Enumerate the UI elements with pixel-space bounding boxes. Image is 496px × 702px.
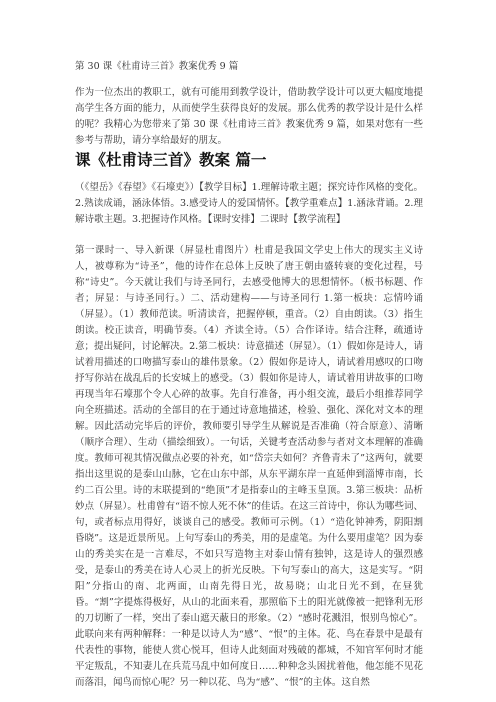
lesson-body-paragraph: 第一课时一、导入新课（屏显杜甫图片）杜甫是我国文学史上伟大的现实主义诗人，被尊称为“诗圣”，他的诗作在总体上反映了唐王朝由盛转衰的变化过程，号称“诗史”。今天就让我们与诗圣同行，去感受他博大的思想情怀。（板书标题、作者；屏显：与诗圣同行。）二、活动建构——与诗圣同行 1.第一板块：忘情吟诵（屏显）。（1）教师范读。听清读音，把握停顿，重音。（2）自由朗读。（3）指生朗读。校正读音，明确节奏。（4）齐读全诗。（5）合作译诗。结合注释，疏通诗意；提出疑问，讨论解决。2.第二板块：诗意描述（屏显）。（1）假如你是诗人，请试着用描述的口吻描写泰山的雄伟景象。（2）假如你是诗人，请试着用感叹的口吻抒写你站在战乱后的长安城上的感受。（3）假如你是诗人，请试着用讲故事的口吻再现当年石壕那个令人心碎的故事。先自行准备，再小组交流，最后小组推荐同学向全班描述。活动的全部目的在于通过诗意地描述，检验、强化、深化对文本的理解。因此活动完毕后的评价，教师要引导学生从解说是否准确（符合原意）、清晰（顺序合理）、生动（描绘细致）。一句话，关键考查活动参与者对文本理解的准确度。教师可视其情况做点必要的补充，如“岱宗夫如何？齐鲁青未了”这两句，就要指出这里说的是泰山山脉，它在山东中部，从东平湖东岸一直延伸到淄博市南，长约二百公里。诗的末联提到的“绝顶”才是指泰山的主峰玉皇顶。3.第三板块：品析妙点（屏显）。杜甫曾有“语不惊人死不休”的佳话。在这三首诗中，你认为哪些词、句，或者标点用得好，谈谈自己的感受。教师可示例。（1）“造化钟神秀，阴阳割昏晓”。这是近景所见。上句写泰山的秀美，用的是虚笔。为什么要用虚笔？因为泰山的秀美实在是一言难尽，不如只写造物主对泰山情有独钟，这是诗人的强烈感受，是泰山的秀美在诗人心灵上的折光反映。下句写泰山的高大，这是实写。“阴阳”分指山的南、北两面，山南先得日光，故易晓；山北日光不到，在昼犹昏。“割”字提炼得极好，从山的北面来看，那照临下土的阳光就像被一把锋利无形的刀切断了一样，突出了泰山遮天蔽日的形象。（2）“感时花溅泪，恨别鸟惊心”。此联向来有两种解释：一种是以诗人为“感”、“恨”的主体。花、鸟在春景中是最有代表性的事物，能使人赏心悦耳，但诗人此刻面对残破的都城，不知官军何时才能平定叛乱，不知妻儿在兵荒马乱中如何度日……种种念头困扰着他，他怎能不见花而落泪，闻鸟而惊心呢？另一种以花、鸟为“感”、“恨”的主体。这自然 xyxy=(75,245,423,688)
objectives-paragraph: （《望岳》《春望》《石壕吏》）【教学目标】1.理解诗歌主题；探究诗作风格的变化。2.熟读成诵，涵泳体悟。3.感受诗人的爱国情怀。【教学重难点】1.涵泳背诵。2.理解诗歌主题。3.把握诗作风格。【课时安排】二课时【教学流程】 xyxy=(75,182,423,225)
section-heading: 课《杜甫诗三首》教案 篇一 xyxy=(75,151,267,169)
intro-paragraph: 作为一位杰出的教职工，就有可能用到教学设计，借助教学设计可以更大幅度地提高学生各方面的能力，从而使学生获得良好的发展。那么优秀的教学设计是什么样的呢？我精心为您带来了第 30 课《杜甫诗三首》教案优秀 9 篇，如果对您有一些参考与帮助，请分享给最好的朋友。 xyxy=(75,87,423,146)
document-title: 第 30 课《杜甫诗三首》教案优秀 9 篇 xyxy=(75,61,239,72)
